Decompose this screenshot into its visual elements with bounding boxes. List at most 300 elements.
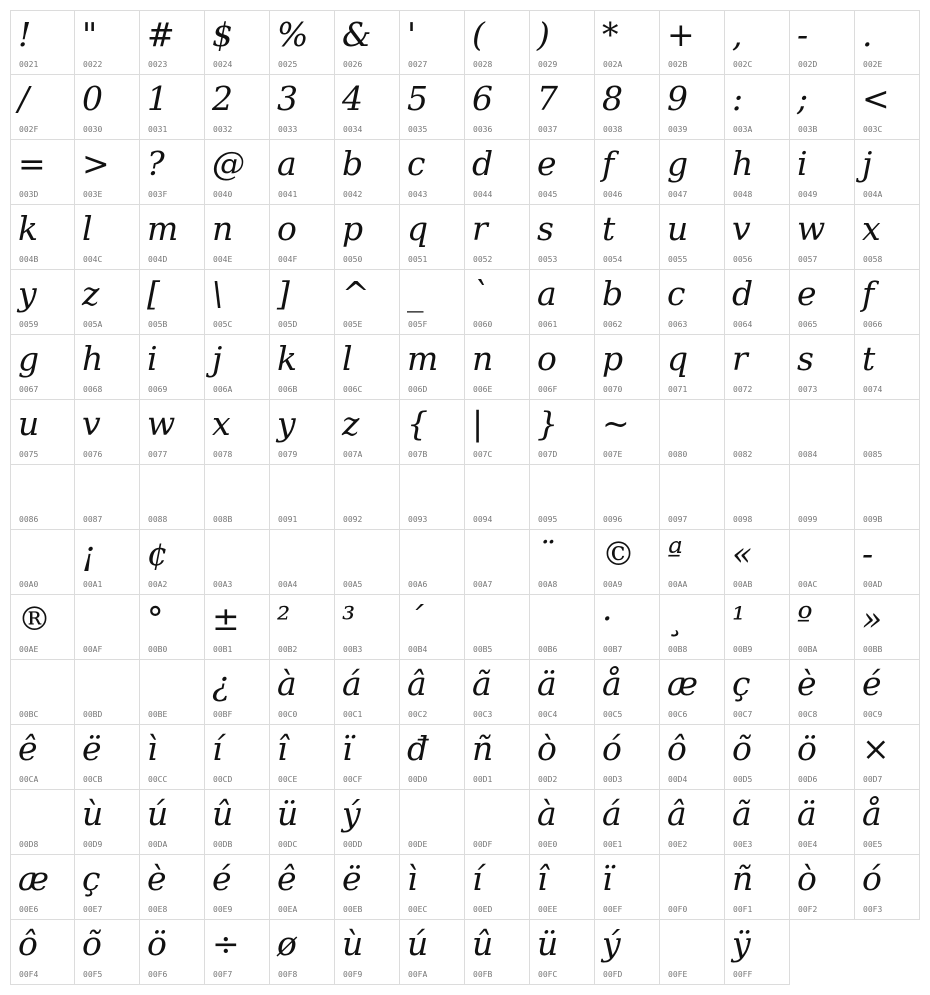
glyph-sample: ó [862,859,882,898]
glyph-cell [400,140,465,205]
glyph-codepoint-label: 0052 [473,255,493,264]
glyph-cell [335,595,400,660]
glyph-codepoint-label: 0054 [603,255,623,264]
glyph-codepoint-label: 00EA [278,905,298,914]
glyph-sample: k [18,209,38,248]
glyph-sample: ³ [342,599,356,638]
glyph-cell [530,725,595,790]
glyph-sample: ô [18,924,38,963]
glyph-cell [855,595,920,660]
glyph-cell [790,465,855,530]
glyph-sample: ñ [732,859,754,898]
glyph-sample: ± [212,599,240,638]
glyph-sample: ë [342,859,362,898]
glyph-cell [400,335,465,400]
glyph-cell [140,75,205,140]
glyph-cell [75,335,140,400]
glyph-cell [140,920,205,985]
glyph-sample: © [602,534,635,573]
glyph-cell [400,595,465,660]
glyph-sample: ~ [602,404,630,443]
glyph-codepoint-label: 0026 [343,60,363,69]
glyph-cell [270,855,335,920]
glyph-codepoint-label: 0061 [538,320,558,329]
glyph-codepoint-label: 0066 [863,320,883,329]
glyph-codepoint-label: 00D7 [863,775,883,784]
glyph-sample: x [212,404,231,443]
glyph-cell [270,10,335,75]
glyph-cell [790,790,855,855]
glyph-sample: d [732,274,754,313]
glyph-sample: é [212,859,232,898]
glyph-cell [725,205,790,270]
glyph-cell [205,140,270,205]
glyph-sample: ^ [342,274,370,313]
glyph-cell [205,855,270,920]
glyph-codepoint-label: 0022 [83,60,103,69]
glyph-codepoint-label: 00CF [343,775,363,784]
glyph-cell [10,530,75,595]
glyph-codepoint-label: 00E1 [603,840,623,849]
glyph-codepoint-label: 004E [213,255,233,264]
glyph-cell [530,400,595,465]
glyph-sample: ` [472,274,489,313]
glyph-cell [595,595,660,660]
glyph-sample: ù [82,794,104,833]
glyph-sample: « [732,534,753,573]
glyph-codepoint-label: 0023 [148,60,168,69]
glyph-sample: w [147,404,176,443]
glyph-cell [335,920,400,985]
glyph-cell [855,270,920,335]
glyph-sample: õ [82,924,102,963]
glyph-cell [790,595,855,660]
glyph-sample: ì [407,859,418,898]
glyph-codepoint-label: 0039 [668,125,688,134]
glyph-cell [855,335,920,400]
glyph-cell [270,595,335,660]
glyph-codepoint-label: 00F9 [343,970,363,979]
glyph-cell [465,270,530,335]
glyph-cell [10,855,75,920]
glyph-codepoint-label: 0070 [603,385,623,394]
glyph-cell [790,855,855,920]
glyph-cell [530,140,595,205]
glyph-cell [595,855,660,920]
glyph-cell [400,270,465,335]
glyph-cell [400,790,465,855]
glyph-cell [335,335,400,400]
glyph-codepoint-label: 00C8 [798,710,818,719]
glyph-cell [465,205,530,270]
glyph-sample: û [212,794,234,833]
glyph-cell [270,335,335,400]
glyph-sample: f [602,144,615,183]
glyph-sample: " [82,15,98,54]
glyph-codepoint-label: 00C6 [668,710,688,719]
glyph-codepoint-label: 00C9 [863,710,883,719]
glyph-cell [140,10,205,75]
glyph-codepoint-label: 00F7 [213,970,233,979]
glyph-sample: 4 [342,79,363,118]
glyph-codepoint-label: 00E5 [863,840,883,849]
glyph-cell [140,400,205,465]
glyph-cell [660,205,725,270]
glyph-cell [530,75,595,140]
glyph-codepoint-label: 0082 [733,450,753,459]
glyph-sample: ã [472,664,492,703]
glyph-sample: ü [537,924,559,963]
glyph-sample: ï [602,859,613,898]
glyph-cell [855,855,920,920]
glyph-cell [140,660,205,725]
glyph-codepoint-label: 0075 [19,450,39,459]
glyph-codepoint-label: 00F1 [733,905,753,914]
glyph-cell [595,790,660,855]
glyph-codepoint-label: 0046 [603,190,623,199]
character-map-grid [10,10,920,985]
glyph-cell [660,855,725,920]
glyph-codepoint-label: 006A [213,385,233,394]
glyph-sample: 2 [212,79,233,118]
glyph-codepoint-label: 0045 [538,190,558,199]
glyph-sample: u [18,404,40,443]
glyph-codepoint-label: 00FB [473,970,493,979]
glyph-sample: è [797,664,817,703]
glyph-codepoint-label: 003C [863,125,883,134]
glyph-sample: ç [732,664,751,703]
glyph-codepoint-label: 007A [343,450,363,459]
glyph-sample: c [407,144,426,183]
glyph-codepoint-label: 00AC [798,580,818,589]
glyph-codepoint-label: 00C3 [473,710,493,719]
glyph-codepoint-label: 00D1 [473,775,493,784]
glyph-codepoint-label: 0024 [213,60,233,69]
glyph-sample: ¨ [537,534,554,573]
glyph-codepoint-label: 00CD [213,775,233,784]
glyph-codepoint-label: 00F6 [148,970,168,979]
glyph-cell [595,725,660,790]
glyph-codepoint-label: 0041 [278,190,298,199]
glyph-sample: t [862,339,876,378]
glyph-codepoint-label: 0038 [603,125,623,134]
glyph-sample: # [147,15,175,54]
glyph-codepoint-label: 00A3 [213,580,233,589]
glyph-codepoint-label: 0093 [408,515,428,524]
glyph-sample: 9 [667,79,688,118]
glyph-sample: ê [277,859,297,898]
glyph-sample: ò [797,859,817,898]
glyph-codepoint-label: 00FA [408,970,428,979]
glyph-sample: * [602,15,619,54]
glyph-sample: z [82,274,100,313]
glyph-cell [140,335,205,400]
glyph-sample: p [602,339,624,378]
glyph-codepoint-label: 0063 [668,320,688,329]
glyph-cell [205,790,270,855]
glyph-cell [400,400,465,465]
glyph-sample: s [797,339,814,378]
glyph-cell [660,75,725,140]
glyph-cell [75,205,140,270]
glyph-sample: o [277,209,297,248]
glyph-cell [205,10,270,75]
glyph-cell [140,205,205,270]
glyph-cell [10,335,75,400]
glyph-cell [725,10,790,75]
glyph-sample: & [342,15,372,54]
glyph-sample: c [667,274,686,313]
glyph-codepoint-label: 00A4 [278,580,298,589]
glyph-cell [205,725,270,790]
glyph-sample: < [862,79,890,118]
glyph-sample: w [797,209,826,248]
glyph-cell [855,75,920,140]
glyph-codepoint-label: 00B4 [408,645,428,654]
glyph-sample: j [212,339,223,378]
glyph-cell [660,140,725,205]
glyph-cell [465,400,530,465]
glyph-codepoint-label: 00EF [603,905,623,914]
glyph-codepoint-label: 0032 [213,125,233,134]
glyph-cell [465,75,530,140]
glyph-cell [660,530,725,595]
glyph-cell [660,10,725,75]
glyph-codepoint-label: 00E6 [19,905,39,914]
glyph-codepoint-label: 0021 [19,60,39,69]
glyph-sample: m [407,339,439,378]
glyph-cell [270,205,335,270]
glyph-cell [855,10,920,75]
glyph-cell [465,855,530,920]
glyph-codepoint-label: 00BF [213,710,233,719]
glyph-sample: > [82,144,110,183]
glyph-sample: ; [797,79,809,118]
glyph-codepoint-label: 00A8 [538,580,558,589]
glyph-codepoint-label: 00A1 [83,580,103,589]
glyph-sample: ü [277,794,299,833]
glyph-sample: à [537,794,557,833]
glyph-codepoint-label: 00D8 [19,840,39,849]
glyph-cell [10,400,75,465]
glyph-sample: m [147,209,179,248]
glyph-sample: ä [797,794,817,833]
glyph-cell [140,530,205,595]
glyph-codepoint-label: 00A0 [19,580,39,589]
glyph-codepoint-label: 00FE [668,970,688,979]
glyph-sample: û [472,924,494,963]
glyph-codepoint-label: 00A6 [408,580,428,589]
glyph-cell [530,855,595,920]
glyph-cell [140,140,205,205]
glyph-sample: x [862,209,881,248]
glyph-sample: o [537,339,557,378]
glyph-codepoint-label: 0095 [538,515,558,524]
glyph-codepoint-label: 0058 [863,255,883,264]
glyph-codepoint-label: 005A [83,320,103,329]
glyph-cell [725,725,790,790]
glyph-cell [595,335,660,400]
glyph-sample: a [537,274,557,313]
glyph-cell [75,10,140,75]
glyph-sample: ñ [472,729,494,768]
glyph-sample: ª [667,534,683,573]
glyph-sample: p [342,209,364,248]
glyph-sample: v [82,404,101,443]
glyph-sample: 7 [537,79,558,118]
glyph-codepoint-label: 002B [668,60,688,69]
glyph-cell [725,140,790,205]
glyph-codepoint-label: 0059 [19,320,39,329]
glyph-codepoint-label: 0029 [538,60,558,69]
glyph-cell [75,465,140,530]
glyph-cell [465,10,530,75]
glyph-sample: 5 [407,79,428,118]
glyph-cell [660,465,725,530]
glyph-cell [855,140,920,205]
glyph-codepoint-label: 00E2 [668,840,688,849]
glyph-cell [725,920,790,985]
glyph-codepoint-label: 008B [213,515,233,524]
glyph-cell [205,920,270,985]
glyph-cell [205,595,270,660]
glyph-codepoint-label: 0096 [603,515,623,524]
glyph-cell [790,400,855,465]
glyph-codepoint-label: 009B [863,515,883,524]
glyph-sample: î [537,859,548,898]
glyph-codepoint-label: 00C5 [603,710,623,719]
glyph-sample: ä [537,664,557,703]
glyph-codepoint-label: 00EC [408,905,428,914]
glyph-codepoint-label: 0071 [668,385,688,394]
glyph-cell [400,465,465,530]
glyph-codepoint-label: 00DB [213,840,233,849]
glyph-codepoint-label: 005D [278,320,298,329]
glyph-sample: ö [147,924,167,963]
glyph-codepoint-label: 00C1 [343,710,363,719]
glyph-cell [400,205,465,270]
glyph-codepoint-label: 0053 [538,255,558,264]
glyph-cell [465,335,530,400]
glyph-codepoint-label: 004D [148,255,168,264]
glyph-codepoint-label: 00DE [408,840,428,849]
glyph-codepoint-label: 007E [603,450,623,459]
glyph-codepoint-label: 0080 [668,450,688,459]
glyph-sample: k [277,339,297,378]
glyph-codepoint-label: 0091 [278,515,298,524]
glyph-sample: ¸ [667,599,684,638]
glyph-codepoint-label: 003E [83,190,103,199]
glyph-sample: ´ [407,599,424,638]
glyph-codepoint-label: 00A9 [603,580,623,589]
glyph-codepoint-label: 00E4 [798,840,818,849]
glyph-sample: 0 [82,79,103,118]
glyph-codepoint-label: 0033 [278,125,298,134]
glyph-sample: ® [18,599,51,638]
glyph-codepoint-label: 0027 [408,60,428,69]
glyph-sample: ¡ [82,534,96,573]
glyph-codepoint-label: 0087 [83,515,103,524]
glyph-sample: ¢ [147,534,168,573]
glyph-sample: d [472,144,494,183]
glyph-codepoint-label: 00AF [83,645,103,654]
glyph-cell [75,725,140,790]
glyph-sample: i [147,339,158,378]
glyph-codepoint-label: 00FD [603,970,623,979]
glyph-codepoint-label: 00F5 [83,970,103,979]
glyph-codepoint-label: 00B1 [213,645,233,654]
glyph-cell [270,530,335,595]
glyph-sample: ý [342,794,361,833]
glyph-sample: s [537,209,554,248]
glyph-codepoint-label: 0088 [148,515,168,524]
glyph-sample: º [797,599,813,638]
glyph-cell [270,790,335,855]
glyph-cell [10,725,75,790]
glyph-cell [140,725,205,790]
glyph-cell [335,10,400,75]
glyph-codepoint-label: 0077 [148,450,168,459]
glyph-codepoint-label: 0094 [473,515,493,524]
glyph-cell [530,530,595,595]
glyph-codepoint-label: 0099 [798,515,818,524]
glyph-cell [790,205,855,270]
glyph-cell [10,920,75,985]
glyph-codepoint-label: 00B5 [473,645,493,654]
glyph-sample: h [82,339,104,378]
glyph-sample: ó [602,729,622,768]
glyph-cell [725,595,790,660]
glyph-sample: + [667,15,695,54]
glyph-cell [660,270,725,335]
glyph-sample: _ [407,274,424,313]
glyph-codepoint-label: 006D [408,385,428,394]
glyph-cell [595,400,660,465]
glyph-cell [790,660,855,725]
glyph-cell [10,790,75,855]
glyph-cell [10,465,75,530]
glyph-cell [595,530,660,595]
glyph-codepoint-label: 007B [408,450,428,459]
glyph-sample: ú [147,794,169,833]
glyph-codepoint-label: 00BC [19,710,39,719]
glyph-cell [790,75,855,140]
glyph-codepoint-label: 00D9 [83,840,103,849]
glyph-cell [595,920,660,985]
glyph-cell [790,270,855,335]
glyph-codepoint-label: 0068 [83,385,103,394]
glyph-sample: . [862,15,873,54]
glyph-codepoint-label: 0064 [733,320,753,329]
glyph-cell [335,140,400,205]
glyph-cell [270,920,335,985]
glyph-codepoint-label: 002F [19,125,39,134]
glyph-sample: × [862,729,890,768]
glyph-codepoint-label: 00D3 [603,775,623,784]
glyph-cell [270,140,335,205]
glyph-sample: ì [147,729,158,768]
glyph-sample: í [472,859,483,898]
glyph-sample: f [862,274,875,313]
glyph-cell [205,75,270,140]
glyph-sample: â [667,794,687,833]
glyph-sample: = [18,144,46,183]
glyph-sample: ( [472,15,485,54]
glyph-cell [595,10,660,75]
glyph-sample: ÷ [212,924,240,963]
glyph-codepoint-label: 0030 [83,125,103,134]
glyph-sample: ô [667,729,687,768]
